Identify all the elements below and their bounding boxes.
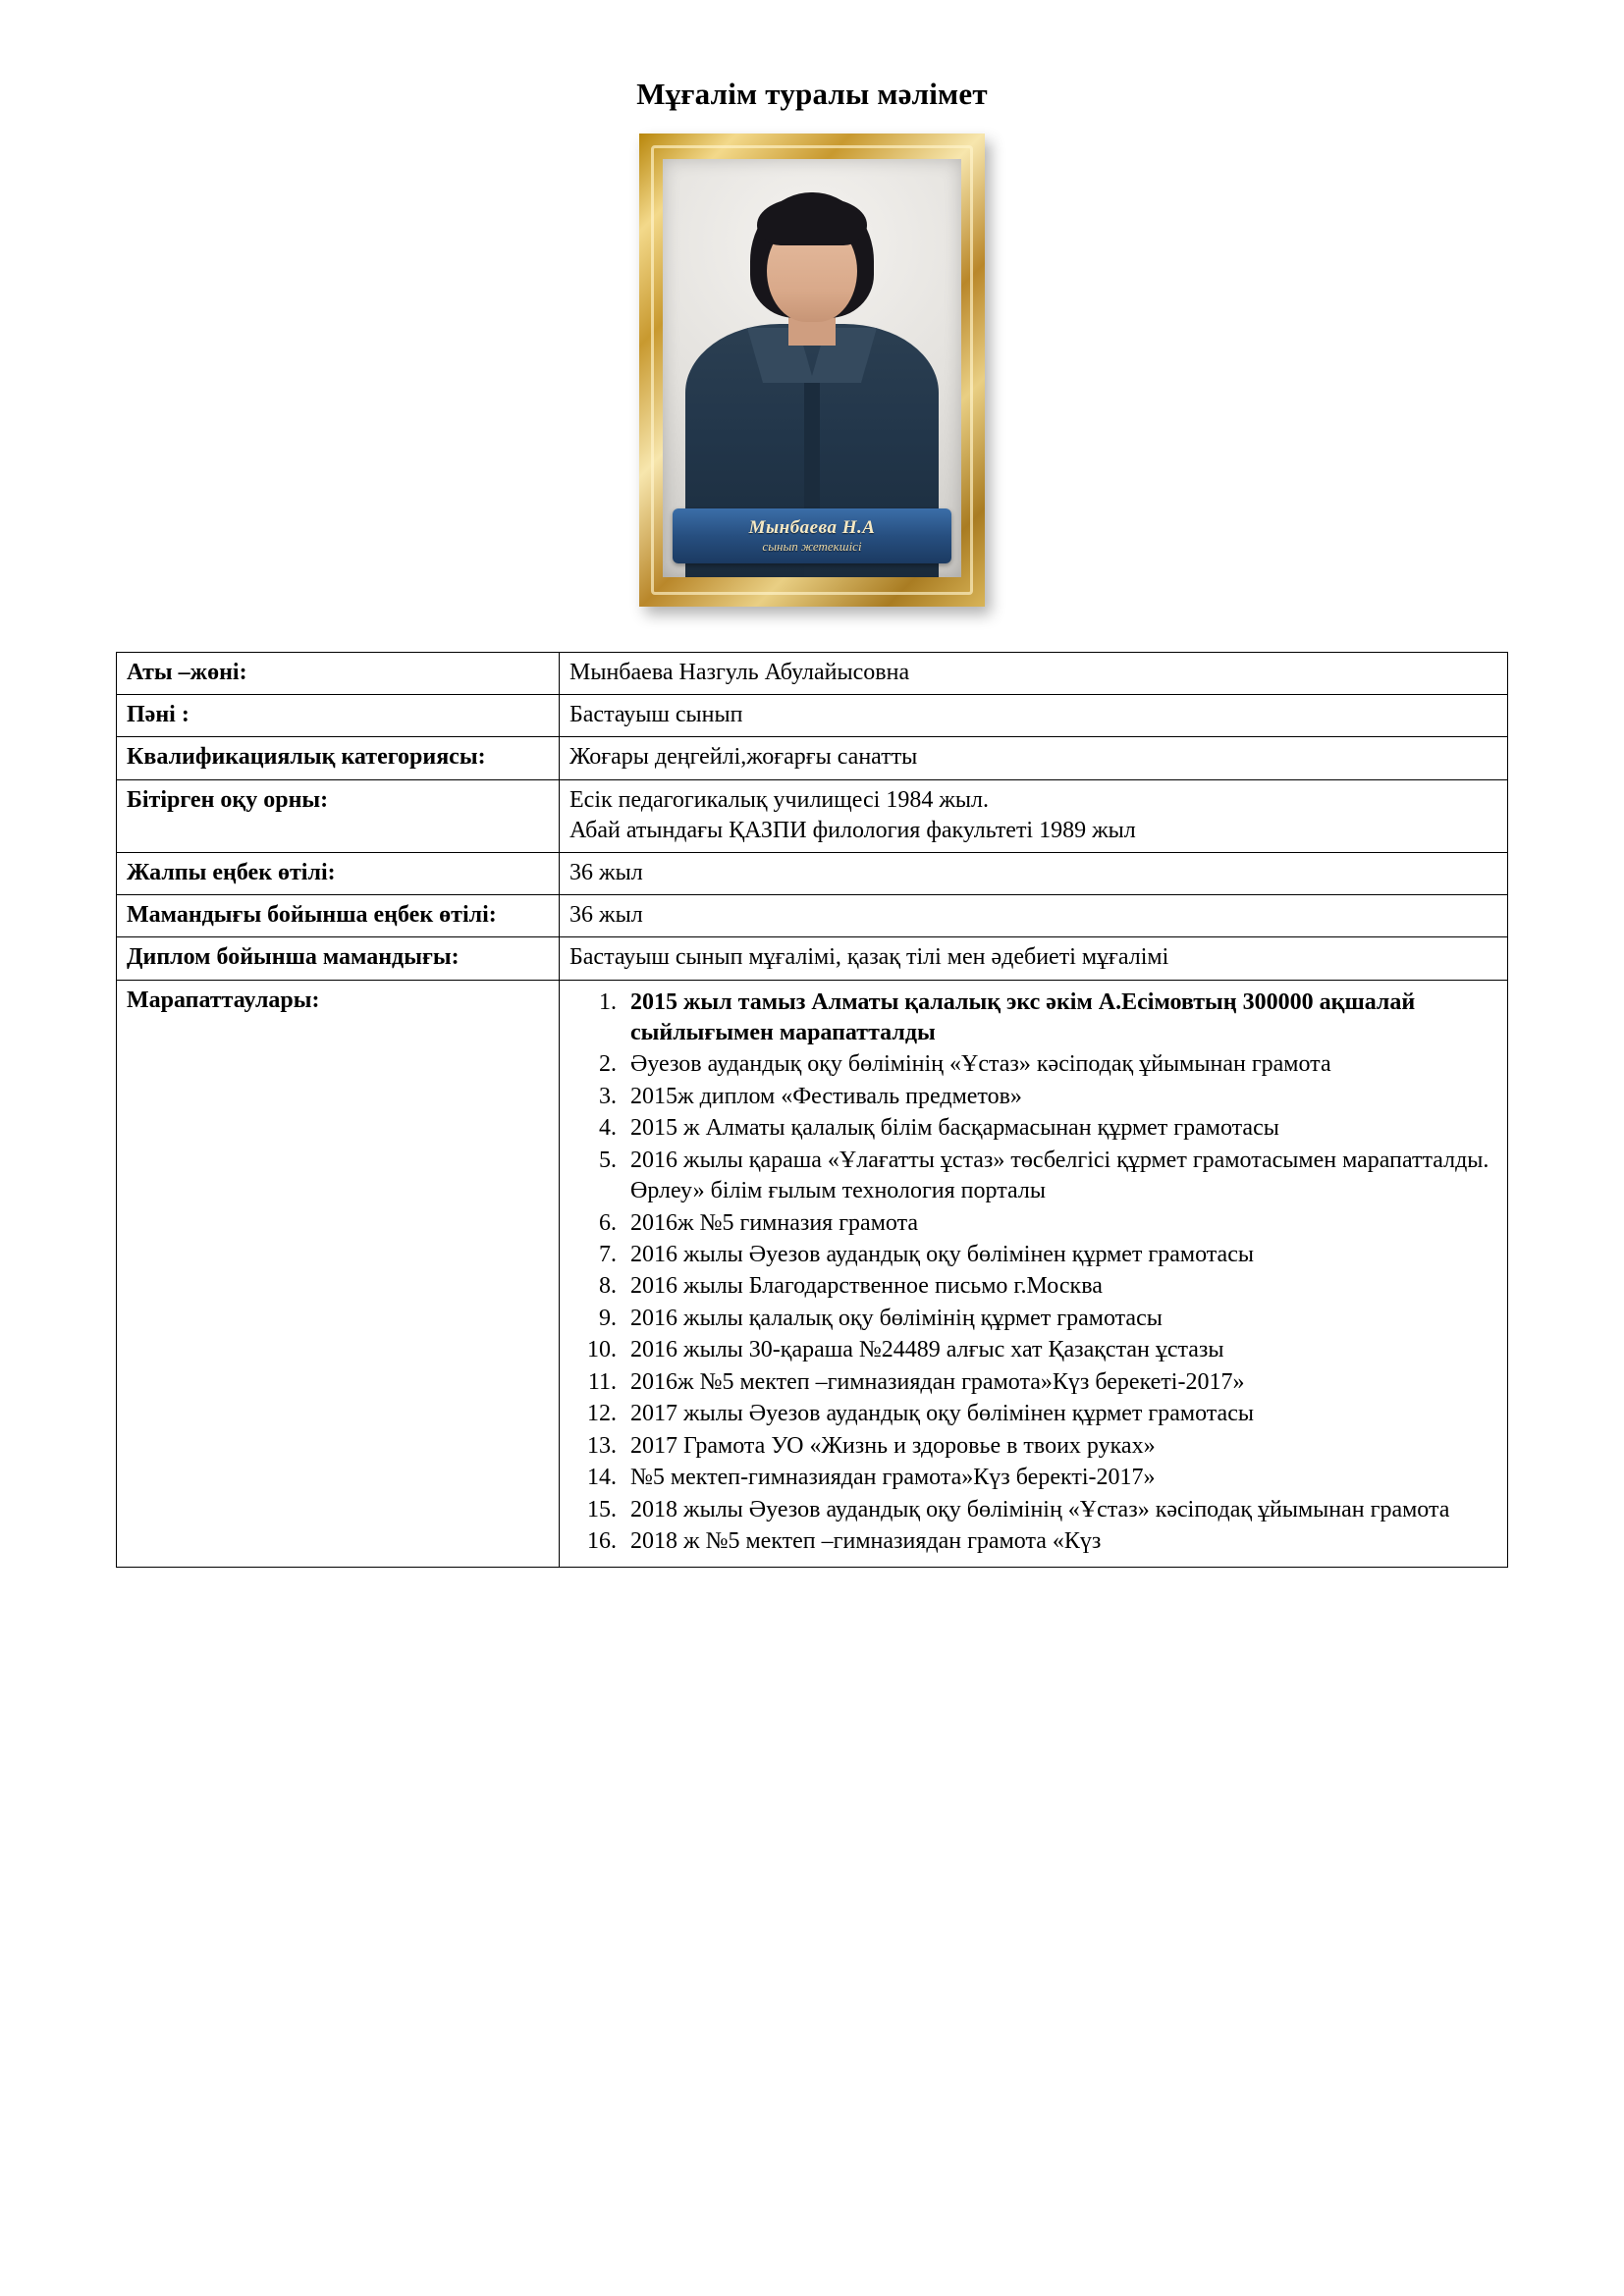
list-item: 15. 2018 жылы Әуезов аудандық оқу бөлімінің «Ұстаз» кәсіподақ ұйымынан грамота bbox=[623, 1495, 1499, 1525]
table-row bbox=[117, 895, 1508, 937]
table-row bbox=[117, 852, 1508, 894]
education-line-1: Есік педагогикалық училищесі 1984 жыл. bbox=[569, 786, 990, 813]
portrait-frame bbox=[639, 133, 985, 607]
table-row bbox=[117, 779, 1508, 852]
table-row bbox=[117, 980, 1508, 1568]
list-item: 8. 2016 жылы Благодарственное письмо г.Москва bbox=[623, 1271, 1499, 1302]
row-label-full-name: Аты –жөні: bbox=[117, 653, 560, 695]
awards-list bbox=[569, 988, 1499, 1558]
row-label-specialty-experience: Мамандығы бойынша еңбек өтілі: bbox=[117, 895, 560, 937]
row-value-qualification-category: Жоғары деңгейлі,жоғарғы санатты bbox=[560, 737, 1508, 779]
portrait-nameplate bbox=[673, 508, 951, 563]
list-item: 10. 2016 жылы 30-қараша №24489 алғыс хат Қазақстан ұстазы bbox=[623, 1335, 1499, 1365]
list-item: 2. Әуезов аудандық оқу бөлімінің «Ұстаз» кәсіподақ ұйымынан грамота bbox=[623, 1049, 1499, 1080]
list-item: 16. 2018 ж №5 мектеп –гимназиядан грамота «Күз bbox=[623, 1526, 1499, 1557]
row-value-education bbox=[560, 779, 1508, 852]
row-label-total-experience: Жалпы еңбек өтілі: bbox=[117, 852, 560, 894]
portrait-fringe bbox=[757, 198, 867, 245]
list-item: 9. 2016 жылы қалалық оқу бөлімінің құрмет грамотасы bbox=[623, 1304, 1499, 1334]
list-item: 3. 2015ж диплом «Фестиваль предметов» bbox=[623, 1082, 1499, 1112]
row-value-full-name: Мынбаева Назгуль Абулайысовна bbox=[560, 653, 1508, 695]
teacher-info-table bbox=[116, 652, 1508, 1568]
portrait-container bbox=[116, 133, 1508, 607]
list-item bbox=[623, 988, 1499, 1049]
row-value-total-experience: 36 жыл bbox=[560, 852, 1508, 894]
list-item: 12. 2017 жылы Әуезов аудандық оқу бөлімінен құрмет грамотасы bbox=[623, 1399, 1499, 1429]
table-row bbox=[117, 695, 1508, 737]
award-text: 2015 жыл тамыз Алматы қалалық экс әкім А.Есімовтың 300000 ақшалай сыйлығымен марапатталды bbox=[630, 988, 1416, 1045]
page-title: Мұғалім туралы мәлімет bbox=[636, 77, 988, 111]
list-item: 5. 2016 жылы қараша «Ұлағатты ұстаз» төсбелгісі құрмет грамотасымен марапатталды. Өрлеу» білім ғылым технология порталы bbox=[623, 1146, 1499, 1207]
row-value-specialty-experience: 36 жыл bbox=[560, 895, 1508, 937]
list-item: 13. 2017 Грамота УО «Жизнь и здоровье в твоих руках» bbox=[623, 1431, 1499, 1462]
list-item: 11. 2016ж №5 мектеп –гимназиядан грамота»Күз берекеті-2017» bbox=[623, 1367, 1499, 1398]
portrait-image bbox=[663, 159, 961, 577]
education-line-2: Абай атындағы ҚАЗПИ филология факультеті 1989 жыл bbox=[569, 817, 1136, 843]
row-value-awards bbox=[560, 980, 1508, 1568]
table-row bbox=[117, 937, 1508, 980]
row-label-awards: Марапаттаулары: bbox=[117, 980, 560, 1568]
list-item: 6. 2016ж №5 гимназия грамота bbox=[623, 1208, 1499, 1239]
row-label-education: Бітірген оқу орны: bbox=[117, 779, 560, 852]
row-label-subject: Пәні : bbox=[117, 695, 560, 737]
row-value-diploma-specialty: Бастауыш сынып мұғалімі, қазақ тілі мен әдебиеті мұғалімі bbox=[560, 937, 1508, 980]
table-row bbox=[117, 737, 1508, 779]
table-row bbox=[117, 653, 1508, 695]
list-item: 4. 2015 ж Алматы қалалық білім басқармасынан құрмет грамотасы bbox=[623, 1113, 1499, 1144]
nameplate-name: Мынбаева Н.А bbox=[748, 517, 876, 538]
list-item: 14. №5 мектеп-гимназиядан грамота»Күз беректі-2017» bbox=[623, 1463, 1499, 1493]
nameplate-role: сынып жетекшісі bbox=[762, 539, 862, 554]
row-value-subject: Бастауыш сынып bbox=[560, 695, 1508, 737]
row-label-qualification-category: Квалификациялық категориясы: bbox=[117, 737, 560, 779]
list-item: 7. 2016 жылы Әуезов аудандық оқу бөлімінен құрмет грамотасы bbox=[623, 1240, 1499, 1270]
row-label-diploma-specialty: Диплом бойынша мамандығы: bbox=[117, 937, 560, 980]
